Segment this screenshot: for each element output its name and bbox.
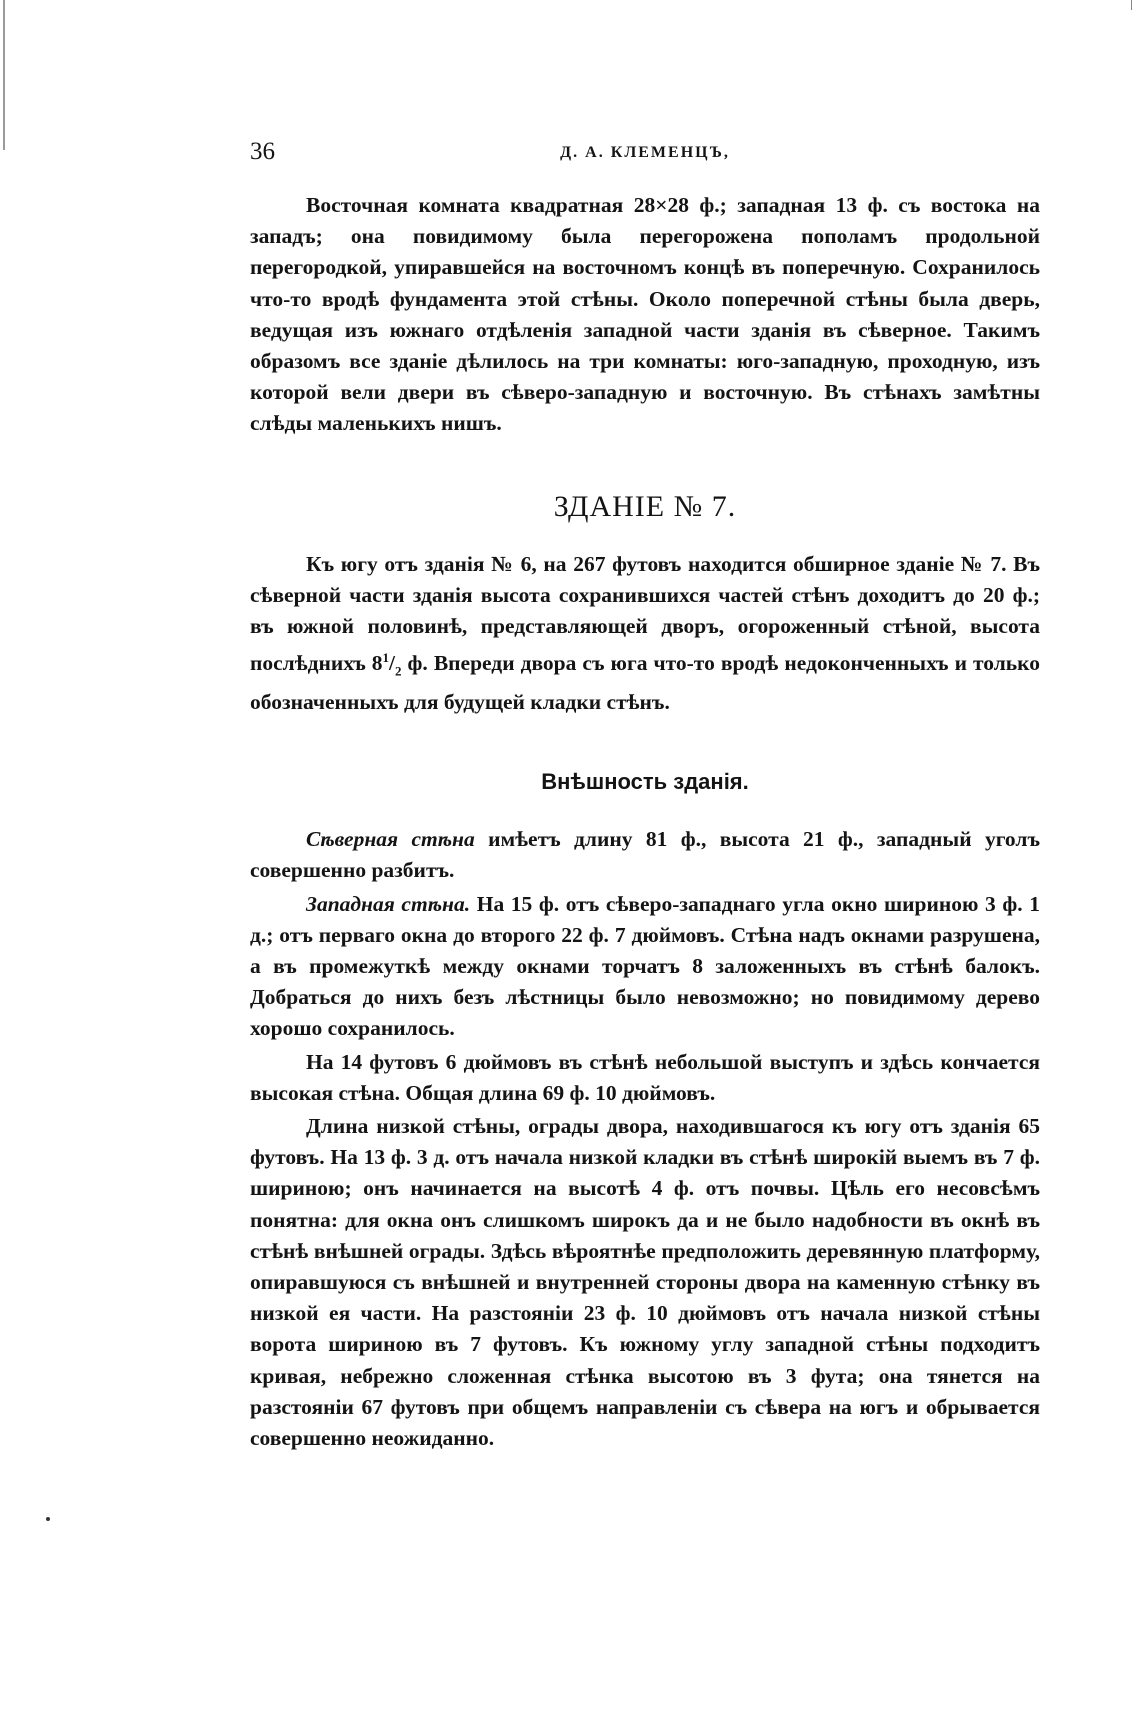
scan-speck [46,1517,50,1521]
page-number: 36 [250,138,275,165]
intro-paragraph: Восточная комната квадратная 28×28 ф.; западная 13 ф. съ востока на западъ; она повидимому была перегорожена пополамъ продольной перегородкой, упиравшейся на восточномъ концѣ въ поперечную. Сохранилось что-то вродѣ фундамента этой стѣны. Около поперечной стѣны была дверь, ведущая изъ южнаго отдѣленія западной части зданія въ сѣверное. Такимъ образомъ все зданіе дѣлилось на три комнаты: юго-западную, проходную, изъ которой вели двери въ сѣверо-западную и восточную. Въ стѣнахъ замѣтны слѣды маленькихъ нишъ. [250,193,1040,436]
page-body [250,190,1040,1454]
subsection-paragraph-1 [250,824,1040,886]
paragraph-text: На 15 ф. отъ сѣверо-западнаго угла окно шириною 3 ф. 1 д.; отъ перваго окна до второго 22 ф. 7 дюймовъ. Стѣна надъ окнами разрушена, а въ промежуткѣ между окнами торчатъ 8 заложенныхъ въ стѣнѣ балокъ. Добраться до нихъ безъ лѣстницы было невозможно; но повидимому дерево хорошо сохранилось. [250,891,1040,1041]
running-head: Д. А. КЛЕМЕНЦЪ, [560,144,730,161]
scan-edge-tick [1131,0,1132,10]
subsection-title: Внѣшность зданія. [541,769,749,795]
page-header [250,138,1040,170]
paragraph-text: Длина низкой стѣны, ограды двора, находившагося къ югу отъ зданія 65 футовъ. На 13 ф. 3 д. отъ начала низкой кладки въ стѣнѣ широкій выемъ въ 7 ф. шириною; онъ начинается на высотѣ 4 ф. отъ почвы. Цѣль его несовсѣмъ понятна: для окна онъ слишкомъ широкъ да и не было надобности въ окнѣ въ стѣнѣ внѣшней ограды. Здѣсь вѣроятнѣе предположить деревянную платформу, опиравшуюся съ внѣшней и внутренней стороны двора на каменную стѣнку въ низкой ея части. На разстояніи 23 ф. 10 дюймовъ отъ начала низкой стѣны ворота шириною въ 7 футовъ. Къ южному углу западной стѣны подходитъ кривая, небрежно сложенная стѣнка высотою въ 3 фута; она тянется на разстояніи 67 футовъ при общемъ направленіи съ сѣвера на югъ и обрывается совершенно неожиданно. [250,1113,1040,1450]
scan-edge-line [3,0,5,150]
fraction-numerator: 1 [382,650,390,666]
section-paragraph-rest: ф. Впереди двора съ юга что-то вродѣ недоконченныхъ и только обозначенныхъ для будущей кладки стѣнъ. [250,651,1041,714]
fraction-denominator: 2 [395,663,402,679]
paragraph-text: имѣетъ длину 81 ф., высота 21 ф., западный уголъ совершенно разбитъ. [250,827,1040,883]
subsection-paragraph-4 [250,1111,1040,1454]
paragraph-lead: Западная стѣна. [306,891,471,916]
section-paragraph-main: Къ югу отъ зданія № 6, на 267 футовъ находится обширное зданіе № 7. Въ сѣверной части зданія высота сохранившихся частей стѣнъ доходитъ до 20 ф.; въ южной половинѣ, представляющей дворъ, огороженный стѣной, высота послѣднихъ 8 [250,551,1040,676]
section-title: ЗДАНІЕ № 7. [553,489,737,523]
paragraph-lead: Сѣверная стѣна [306,827,475,852]
subsection-paragraph-2 [250,889,1040,1045]
section-paragraph: Къ югу отъ зданія № 6, на 267 футовъ находится обширное зданіе № 7. Въ сѣверной части зданія высота сохранившихся частей стѣнъ доходитъ до 20 ф.; въ южной половинѣ, представляющей дворъ, огороженный стѣной, высота послѣднихъ $8^1/_2$ ф. Впереди двора съ юга что-то вродѣ недоконченныхъ и только обозначенныхъ для будущей кладки стѣнъ. [250,551,1041,714]
paragraph-text: На 14 футовъ 6 дюймовъ въ стѣнѣ небольшой выступъ и здѣсь кончается высокая стѣна. Общая длина 69 ф. 10 дюймовъ. [250,1049,1040,1105]
subsection-paragraph-3 [250,1047,1040,1109]
